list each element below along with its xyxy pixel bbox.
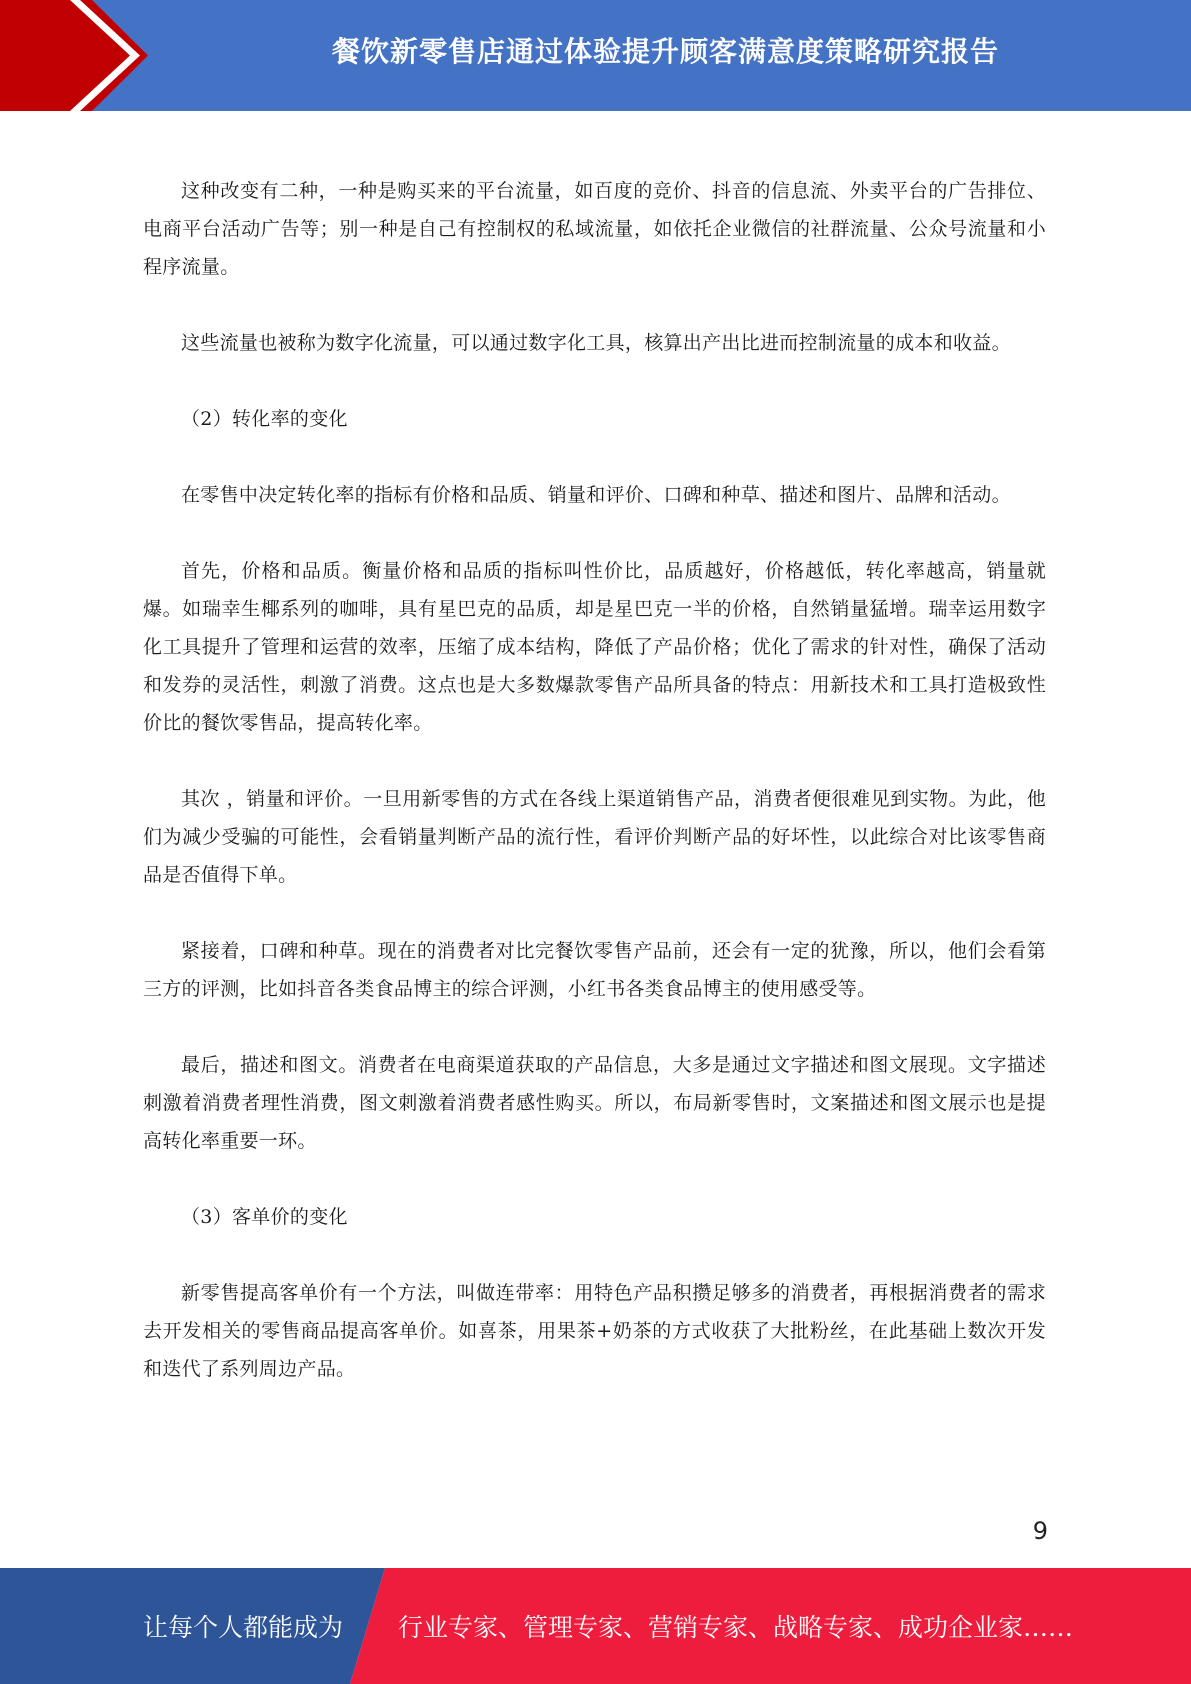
red-chevron-icon [0, 0, 160, 111]
body-content [143, 172, 1046, 1388]
paragraph: 其次 ，销量和评价。一旦用新零售的方式在各线上渠道销售产品，消费者便很难见到实物。为此，他们为减少受骗的可能性，会看销量判断产品的流行性，看评价判断产品的好坏性，以此综合对比该零售商品是否值得下单。 [143, 788, 1046, 886]
paragraph: 最后，描述和图文。消费者在电商渠道获取的产品信息，大多是通过文字描述和图文展现。文字描述刺激着消费者理性消费，图文刺激着消费者感性购买。所以，布局新零售时，文案描述和图文展示也是提高转化率重要一环。 [143, 1054, 1046, 1152]
paragraph: 首先，价格和品质。衡量价格和品质的指标叫性价比，品质越好，价格越低，转化率越高，销量就爆。如瑞幸生椰系列的咖啡，具有星巴克的品质，却是星巴克一半的价格，自然销量猛增。瑞幸运用数字化工具提升了管理和运营的效率，压缩了成本结构，降低了产品价格；优化了需求的针对性，确保了活动和发券的灵活性，刺激了消费。这点也是大多数爆款零售产品所具备的特点：用新技术和工具打造极致性价比的餐饮零售品，提高转化率。 [143, 560, 1046, 734]
paragraph: 紧接着，口碑和种草。现在的消费者对比完餐饮零售产品前，还会有一定的犹豫，所以，他们会看第三方的评测，比如抖音各类食品博主的综合评测，小红书各类食品博主的使用感受等。 [143, 940, 1046, 1000]
section-heading: （2）转化率的变化 [181, 408, 348, 430]
section-heading: （3）客单价的变化 [181, 1206, 348, 1228]
page-footer [0, 1568, 1191, 1684]
paragraph: 新零售提高客单价有一个方法，叫做连带率：用特色产品积攒足够多的消费者，再根据消费者的需求去开发相关的零售商品提高客单价。如喜茶，用果茶+奶茶的方式收获了大批粉丝，在此基础上数次开发和迭代了系列周边产品。 [143, 1282, 1046, 1380]
footer-slogan-right: 行业专家、管理专家、营销专家、战略专家、成功企业家…… [398, 1613, 1074, 1642]
page-number: 9 [1032, 1517, 1048, 1545]
footer-slogan-left: 让每个人都能成为 [143, 1613, 344, 1642]
paragraph: 在零售中决定转化率的指标有价格和品质、销量和评价、口碑和种草、描述和图片、品牌和活动。 [181, 484, 1011, 506]
document-title: 餐饮新零售店通过体验提升顾客满意度策略研究报告 [331, 35, 999, 68]
paragraph: 这些流量也被称为数字化流量，可以通过数字化工具，核算出产出比进而控制流量的成本和收益。 [181, 332, 1011, 354]
paragraph: 这种改变有二种，一种是购买来的平台流量，如百度的竞价、抖音的信息流、外卖平台的广告排位、电商平台活动广告等；别一种是自己有控制权的私域流量，如依托企业微信的社群流量、公众号流量和小程序流量。 [143, 180, 1046, 278]
page-header [0, 0, 1191, 111]
